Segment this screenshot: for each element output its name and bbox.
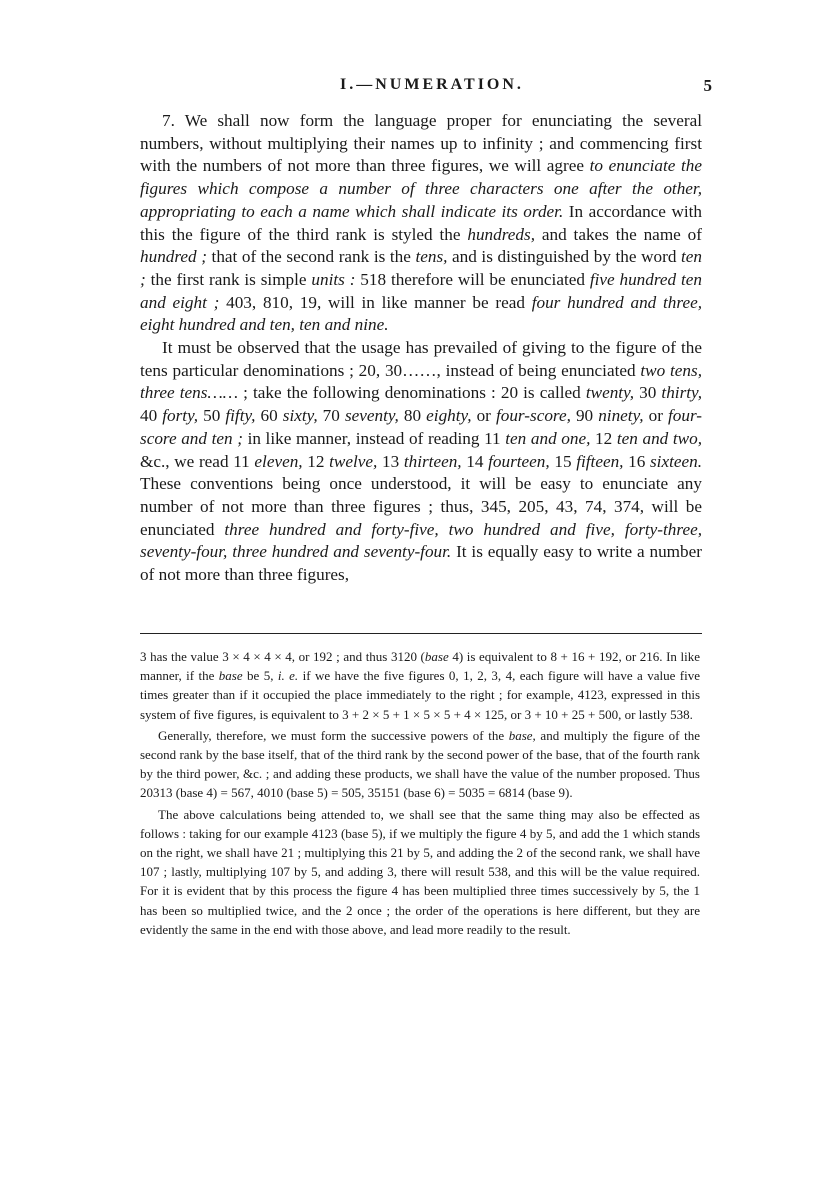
- text-run: 13: [377, 451, 404, 471]
- italic-text: two tens, three tens……: [140, 360, 702, 403]
- text-run: ; take the following denominations : 20 is called: [238, 383, 586, 403]
- text-run: 403, 810, 19, will in like manner be read: [219, 292, 532, 312]
- italic-text: ten and two,: [616, 428, 703, 448]
- italic-text: hundred ;: [140, 247, 207, 267]
- italic-text: thirty,: [661, 383, 703, 403]
- italic-text: forty,: [162, 406, 199, 426]
- italic-text: fourteen,: [488, 451, 550, 471]
- footnote-text: [140, 647, 700, 941]
- italic-text: eighty,: [426, 406, 472, 426]
- text-run: 3 has the value 3 × 4 × 4 × 4, or 192 ; and thus 3120 (: [140, 649, 425, 664]
- italic-text: to enunciate the figures which compose a number of three characters one after the other, appropriating to each a name which shall indicate its order.: [140, 156, 702, 221]
- italic-text: units :: [311, 269, 356, 289]
- text-run: and takes the name of: [535, 224, 702, 244]
- running-header: [140, 76, 712, 100]
- italic-text: base: [218, 668, 243, 684]
- text-run: 80: [398, 406, 427, 426]
- text-run: The above calculations being attended to, we shall see that the same thing may also be effected as follows : taking for our example 4123 (base 5), if we multiply the figure 4 by 5, and add the 1 which stands on the right, we shall have 21 ; multiplying this 21 by 5, and adding the 2 of the second rank, we shall have 107 ; lastly, multiplying 107 by 5, and adding 3, there will result 538, and this will be the value required. For it is evident that by this process the figure 4 has been multiplied three times successively by 5, the 1 has been so multiplied twice, and the 2 once ; the order of the operations is here different, but they are evidently the same in the end with those above, and lead more readily to the result.: [140, 806, 700, 937]
- text-run: 90: [570, 406, 599, 426]
- italic-text: four-score and ten ;: [140, 406, 703, 448]
- text-run: 15: [549, 451, 577, 471]
- text-run: the first rank is simple: [145, 269, 312, 289]
- text-run: in like manner, instead of reading 11: [242, 428, 506, 448]
- text-run: or: [643, 406, 668, 426]
- italic-text: fifteen,: [576, 451, 624, 471]
- main-body-text: [140, 110, 702, 587]
- main-paragraph: [140, 337, 702, 587]
- text-run: 50: [198, 406, 226, 426]
- text-run: 518 therefore will be enunciated: [355, 269, 590, 289]
- main-paragraph: [140, 110, 702, 337]
- text-run: It is equally easy to write a number of not more than three figures,: [140, 542, 702, 585]
- text-run: 60: [255, 406, 283, 426]
- italic-text: eleven,: [254, 451, 303, 471]
- text-run: &c., we read 11: [140, 451, 255, 471]
- footnote-paragraph: [140, 647, 700, 724]
- text-run: 4) is equivalent to 8 + 16 + 192, or 216. In like manner, if the: [140, 649, 700, 684]
- italic-text: sixteen.: [649, 451, 703, 471]
- italic-text: seventy,: [344, 406, 399, 426]
- text-run: and multiply the figure of the second rank by the base itself, that of the third rank by the second power of the base, that of the fourth rank by the third power, &c. ; and adding these products, we shall have the value of the number proposed. Thus 20313 (base 4) = 567, 4010 (base 5) = 505, 35151 (base 6) = 5035 = 6814 (base 9).: [140, 727, 700, 801]
- text-run: These conventions being once understood, it will be easy to enunciate any number of not more than three figures ; thus, 345, 205, 43, 74, 374, will be enunciated: [140, 474, 702, 539]
- running-title: I.—NUMERATION.: [340, 76, 524, 93]
- italic-text: twelve,: [329, 451, 378, 471]
- text-run: 14: [461, 451, 489, 471]
- italic-text: i. e.: [277, 668, 299, 684]
- italic-text: hundreds,: [467, 224, 535, 244]
- text-run: 40: [140, 406, 163, 426]
- footnote-divider: [140, 633, 702, 634]
- text-run: In accordance with this the figure of the third rank is styled the: [140, 201, 703, 244]
- text-run: 70: [317, 406, 345, 426]
- italic-text: fifty,: [225, 406, 256, 426]
- page-number: 5: [703, 76, 712, 95]
- text-run: 16: [623, 451, 650, 471]
- italic-text: three hundred and forty-five, two hundred and five, forty-three, seventy-four, three hundred and seventy-four.: [140, 519, 702, 562]
- text-run: Generally, therefore, we must form the successive powers of the: [158, 727, 509, 743]
- text-run: or: [471, 406, 496, 426]
- italic-text: four-score,: [495, 406, 571, 426]
- text-run: if we have the five figures 0, 1, 2, 3, 4, each figure will have a value five times greater than if it occupied the place immediately to the right ; for example, 4123, expressed in this system of five figures, is equivalent to 3 + 2 × 5 + 1 × 5 × 5 + 4 × 125, or 3 + 10 + 25 + 500, or lastly 538.: [140, 668, 700, 722]
- italic-text: ninety,: [598, 406, 644, 426]
- text-run: 12: [590, 428, 617, 448]
- footnote-paragraph: [140, 805, 700, 939]
- footnote-paragraph: [140, 726, 700, 803]
- italic-text: tens,: [415, 247, 448, 267]
- italic-text: four hundred and three, eight hundred and ten, ten and nine.: [140, 292, 702, 335]
- text-run: 30: [634, 383, 662, 403]
- italic-text: twenty,: [585, 383, 635, 403]
- italic-text: sixty,: [282, 406, 318, 426]
- text-run: 7. We shall now form the language proper for enunciating the several numbers, without multiplying their names up to infinity ; and commencing first with the numbers of not more than three figures, we will agree: [140, 111, 702, 176]
- italic-text: thirteen,: [403, 451, 462, 471]
- italic-text: ten and one,: [505, 428, 591, 448]
- italic-text: ten ;: [140, 247, 702, 289]
- text-run: that of the second rank is the: [206, 247, 416, 267]
- text-run: 12: [302, 451, 330, 471]
- italic-text: base,: [508, 727, 536, 743]
- italic-text: five hundred ten and eight ;: [140, 269, 702, 312]
- text-run: It must be observed that the usage has prevailed of giving to the figure of the tens particular denominations ; 20, 30……, instead of being enunciated: [140, 338, 702, 380]
- italic-text: base: [424, 649, 449, 664]
- text-run: be 5,: [242, 668, 278, 684]
- text-run: and is distinguished by the word: [447, 247, 681, 267]
